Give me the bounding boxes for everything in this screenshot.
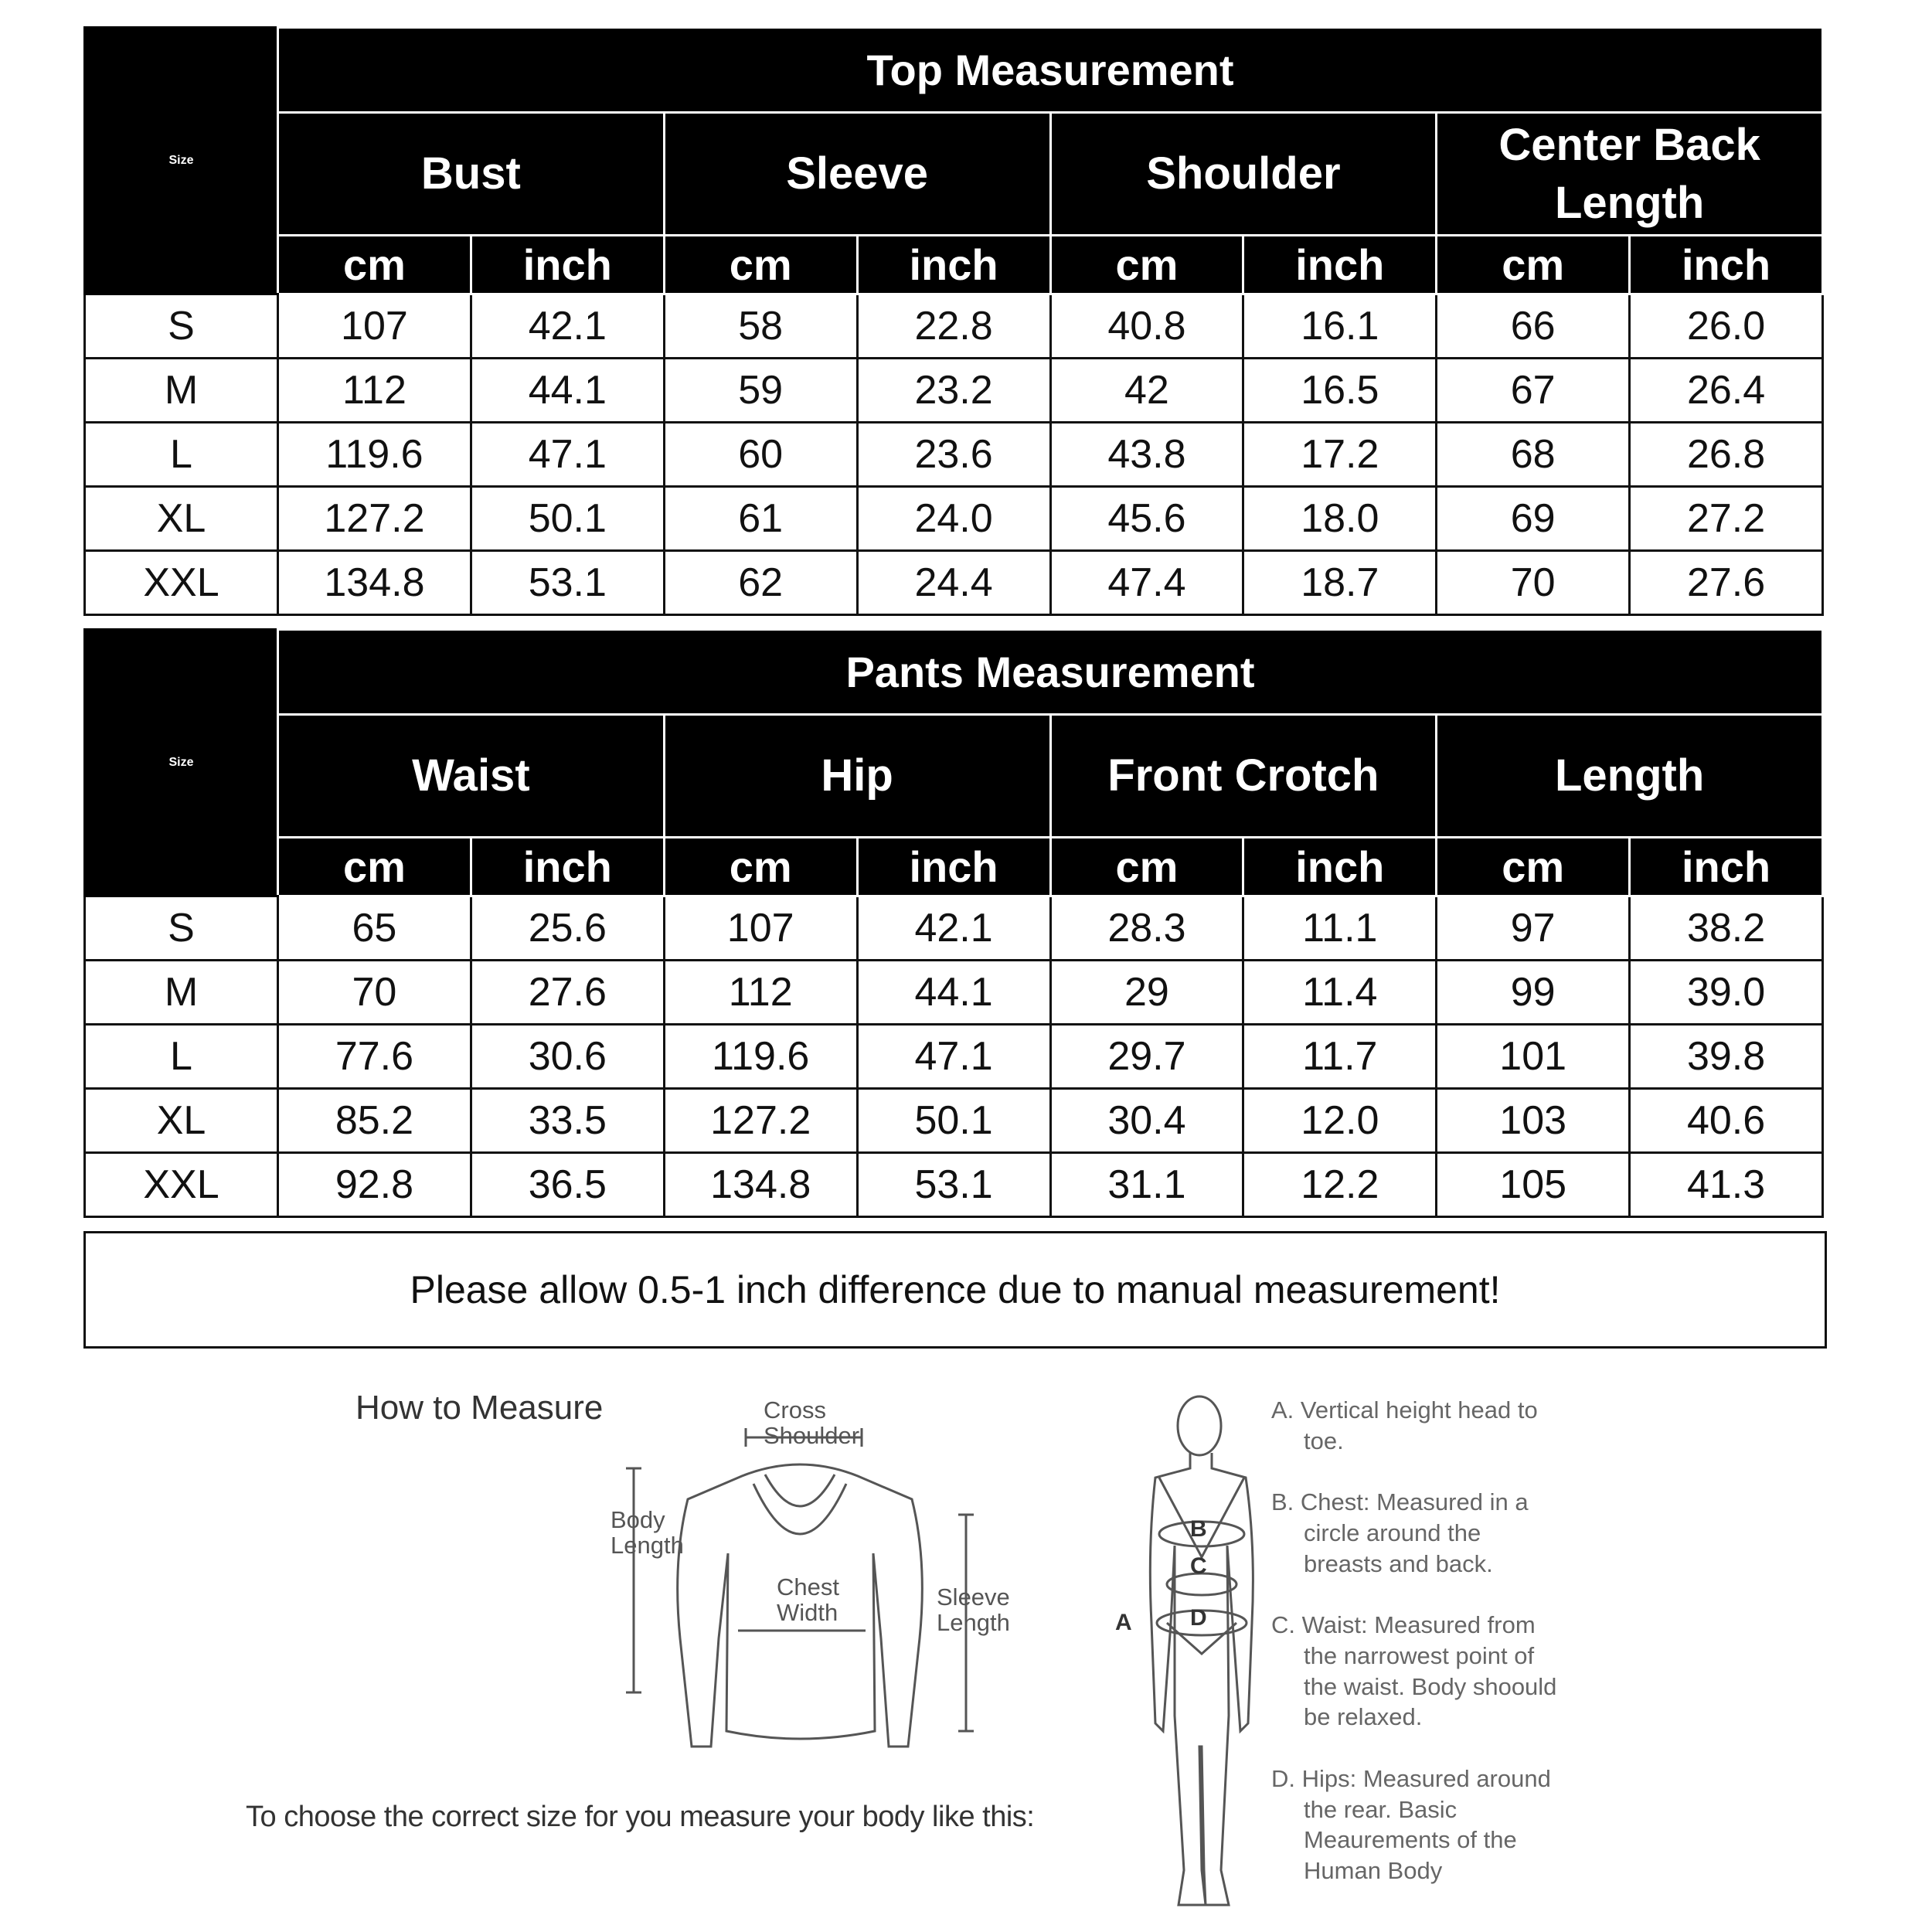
body-letter-c: C	[1190, 1553, 1207, 1579]
value-cell: 59	[664, 359, 857, 423]
value-cell: 70	[1437, 551, 1630, 615]
value-cell: 62	[664, 551, 857, 615]
value-cell: 16.1	[1243, 294, 1437, 359]
value-cell: 47.1	[857, 1025, 1050, 1089]
value-cell: 11.1	[1243, 896, 1437, 961]
group-header: Front Crotch	[1050, 715, 1437, 838]
value-cell: 11.4	[1243, 961, 1437, 1025]
value-cell: 29.7	[1050, 1025, 1243, 1089]
value-cell: 22.8	[857, 294, 1050, 359]
size-cell: M	[85, 359, 278, 423]
body-diagram	[1128, 1391, 1283, 1932]
sleeve-length-label: Sleeve Length	[937, 1583, 1010, 1637]
value-cell: 12.2	[1243, 1153, 1437, 1217]
unit-header: inch	[1630, 838, 1823, 896]
value-cell: 112	[664, 961, 857, 1025]
body-length-label: Body Length	[611, 1506, 684, 1560]
value-cell: 27.2	[1630, 487, 1823, 551]
value-cell: 105	[1437, 1153, 1630, 1217]
value-cell: 23.6	[857, 423, 1050, 487]
value-cell: 58	[664, 294, 857, 359]
value-cell: 103	[1437, 1089, 1630, 1153]
value-cell: 33.5	[471, 1089, 664, 1153]
unit-header: inch	[857, 838, 1050, 896]
value-cell: 50.1	[471, 487, 664, 551]
table-title: Top Measurement	[278, 28, 1823, 113]
table-title: Pants Measurement	[278, 630, 1823, 715]
value-cell: 36.5	[471, 1153, 664, 1217]
size-cell: S	[85, 294, 278, 359]
value-cell: 107	[278, 294, 471, 359]
value-cell: 40.6	[1630, 1089, 1823, 1153]
value-cell: 27.6	[1630, 551, 1823, 615]
cross-shoulder-label: Cross Shoulder	[764, 1396, 860, 1450]
value-cell: 39.8	[1630, 1025, 1823, 1089]
group-header: Center Back Length	[1437, 113, 1823, 236]
value-cell: 50.1	[857, 1089, 1050, 1153]
value-cell: 31.1	[1050, 1153, 1243, 1217]
value-cell: 101	[1437, 1025, 1630, 1089]
unit-header: cm	[278, 236, 471, 294]
unit-header: cm	[1050, 838, 1243, 896]
unit-header: inch	[471, 838, 664, 896]
value-cell: 85.2	[278, 1089, 471, 1153]
value-cell: 119.6	[278, 423, 471, 487]
value-cell: 27.6	[471, 961, 664, 1025]
body-letter-a: A	[1115, 1610, 1132, 1635]
value-cell: 18.0	[1243, 487, 1437, 551]
value-cell: 42.1	[857, 896, 1050, 961]
group-header: Waist	[278, 715, 665, 838]
value-cell: 24.4	[857, 551, 1050, 615]
value-cell: 127.2	[664, 1089, 857, 1153]
body-letter-d: D	[1190, 1605, 1207, 1631]
value-cell: 97	[1437, 896, 1630, 961]
value-cell: 18.7	[1243, 551, 1437, 615]
value-cell: 53.1	[857, 1153, 1050, 1217]
measurement-note: Please allow 0.5-1 inch difference due to manual measurement!	[83, 1231, 1827, 1349]
table-row	[85, 551, 1823, 615]
unit-header: cm	[664, 838, 857, 896]
value-cell: 44.1	[471, 359, 664, 423]
value-cell: 127.2	[278, 487, 471, 551]
value-cell: 11.7	[1243, 1025, 1437, 1089]
size-cell: XXL	[85, 551, 278, 615]
value-cell: 44.1	[857, 961, 1050, 1025]
unit-header: inch	[1630, 236, 1823, 294]
group-header: Hip	[664, 715, 1050, 838]
value-cell: 45.6	[1050, 487, 1243, 551]
group-header: Length	[1437, 715, 1823, 838]
value-cell: 26.8	[1630, 423, 1823, 487]
value-cell: 99	[1437, 961, 1630, 1025]
size-header: Size	[85, 630, 278, 896]
value-cell: 61	[664, 487, 857, 551]
table-row	[85, 294, 1823, 359]
size-cell: XL	[85, 1089, 278, 1153]
measurement-legend	[1271, 1395, 1565, 1917]
size-cell: XL	[85, 487, 278, 551]
value-cell: 16.5	[1243, 359, 1437, 423]
table-row	[85, 487, 1823, 551]
value-cell: 60	[664, 423, 857, 487]
value-cell: 42	[1050, 359, 1243, 423]
pants-measurement-table	[83, 628, 1824, 1218]
table-row	[85, 1025, 1823, 1089]
value-cell: 134.8	[278, 551, 471, 615]
value-cell: 47.1	[471, 423, 664, 487]
table-row	[85, 423, 1823, 487]
legend-item-d: D. Hips: Measured around the rear. Basic Meaurements of the Human Body	[1271, 1765, 1551, 1885]
value-cell: 65	[278, 896, 471, 961]
value-cell: 53.1	[471, 551, 664, 615]
size-cell: S	[85, 896, 278, 961]
group-header: Sleeve	[664, 113, 1050, 236]
value-cell: 107	[664, 896, 857, 961]
unit-header: cm	[1437, 838, 1630, 896]
value-cell: 69	[1437, 487, 1630, 551]
unit-header: inch	[1243, 838, 1437, 896]
value-cell: 47.4	[1050, 551, 1243, 615]
value-cell: 26.4	[1630, 359, 1823, 423]
value-cell: 41.3	[1630, 1153, 1823, 1217]
size-cell: L	[85, 1025, 278, 1089]
value-cell: 26.0	[1630, 294, 1823, 359]
value-cell: 38.2	[1630, 896, 1823, 961]
value-cell: 77.6	[278, 1025, 471, 1089]
size-header: Size	[85, 28, 278, 294]
group-header: Bust	[278, 113, 665, 236]
value-cell: 66	[1437, 294, 1630, 359]
value-cell: 70	[278, 961, 471, 1025]
value-cell: 119.6	[664, 1025, 857, 1089]
group-header: Shoulder	[1050, 113, 1437, 236]
value-cell: 39.0	[1630, 961, 1823, 1025]
value-cell: 17.2	[1243, 423, 1437, 487]
value-cell: 40.8	[1050, 294, 1243, 359]
value-cell: 112	[278, 359, 471, 423]
value-cell: 29	[1050, 961, 1243, 1025]
value-cell: 24.0	[857, 487, 1050, 551]
value-cell: 30.6	[471, 1025, 664, 1089]
top-measurement-table	[83, 26, 1824, 616]
unit-header: cm	[1050, 236, 1243, 294]
table-row	[85, 359, 1823, 423]
value-cell: 12.0	[1243, 1089, 1437, 1153]
table-row	[85, 1089, 1823, 1153]
value-cell: 23.2	[857, 359, 1050, 423]
size-cell: L	[85, 423, 278, 487]
size-cell: XXL	[85, 1153, 278, 1217]
table-row	[85, 896, 1823, 961]
choose-size-text: To choose the correct size for you measure your body like this:	[246, 1801, 1035, 1833]
unit-header: inch	[1243, 236, 1437, 294]
value-cell: 30.4	[1050, 1089, 1243, 1153]
body-letter-b: B	[1190, 1516, 1207, 1542]
legend-item-c: C. Waist: Measured from the narrowest point of the waist. Body shoould be relaxed.	[1271, 1611, 1557, 1731]
unit-header: inch	[857, 236, 1050, 294]
table-row	[85, 961, 1823, 1025]
legend-item-a: A. Vertical height head to toe.	[1271, 1396, 1538, 1454]
unit-header: cm	[278, 838, 471, 896]
legend-item-b: B. Chest: Measured in a circle around the breasts and back.	[1271, 1488, 1529, 1577]
unit-header: cm	[1437, 236, 1630, 294]
how-to-measure-title: How to Measure	[355, 1389, 604, 1427]
value-cell: 134.8	[664, 1153, 857, 1217]
value-cell: 92.8	[278, 1153, 471, 1217]
value-cell: 68	[1437, 423, 1630, 487]
unit-header: inch	[471, 236, 664, 294]
value-cell: 67	[1437, 359, 1630, 423]
size-cell: M	[85, 961, 278, 1025]
value-cell: 28.3	[1050, 896, 1243, 961]
value-cell: 43.8	[1050, 423, 1243, 487]
chest-width-label: Chest Width	[777, 1573, 839, 1627]
value-cell: 25.6	[471, 896, 664, 961]
table-row	[85, 1153, 1823, 1217]
value-cell: 42.1	[471, 294, 664, 359]
unit-header: cm	[664, 236, 857, 294]
